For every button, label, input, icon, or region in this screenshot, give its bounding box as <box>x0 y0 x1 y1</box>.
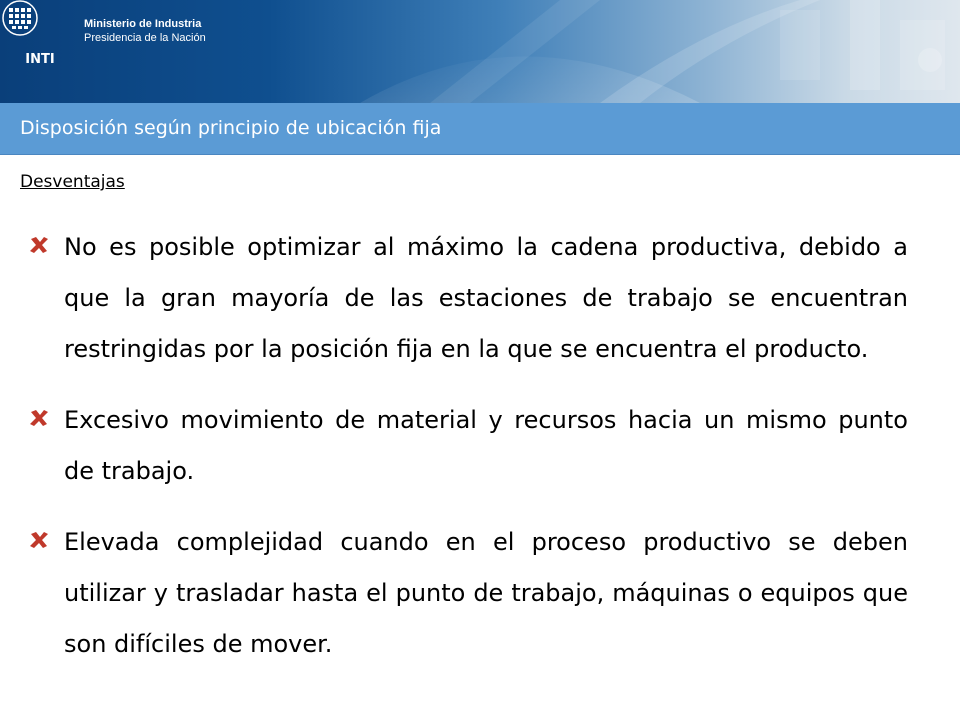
bullet-text: No es posible optimizar al máximo la cadena productiva, debido a que la gran mayoría de las estaciones de trabajo se encuentran restringidas por la posición fija en la que se encuentra el producto. <box>64 233 908 363</box>
x-mark-icon <box>28 529 50 551</box>
banner-decoration <box>0 0 960 103</box>
bullet-item <box>28 395 908 497</box>
bullet-text: Excesivo movimiento de material y recursos hacia un mismo punto de trabajo. <box>64 406 908 485</box>
bullet-list <box>28 222 908 690</box>
bullet-item <box>28 222 908 375</box>
logo-text: INTI <box>25 52 55 67</box>
ministry-line-2: Presidencia de la Nación <box>84 32 206 44</box>
x-mark-icon <box>28 234 50 256</box>
title-bar <box>0 103 960 155</box>
ministry-label <box>84 17 206 45</box>
bullet-text: Elevada complejidad cuando en el proceso productivo se deben utilizar y trasladar hasta el punto de trabajo, máquinas o equipos que son difíciles de mover. <box>64 528 908 658</box>
slide-title: Disposición según principio de ubicación fija <box>20 117 442 139</box>
grid-logo-icon <box>0 0 40 36</box>
section-heading: Desventajas <box>20 172 125 192</box>
header-banner <box>0 0 960 103</box>
x-mark-icon <box>28 407 50 429</box>
ministry-line-1: Ministerio de Industria <box>84 18 202 30</box>
bullet-item <box>28 517 908 670</box>
